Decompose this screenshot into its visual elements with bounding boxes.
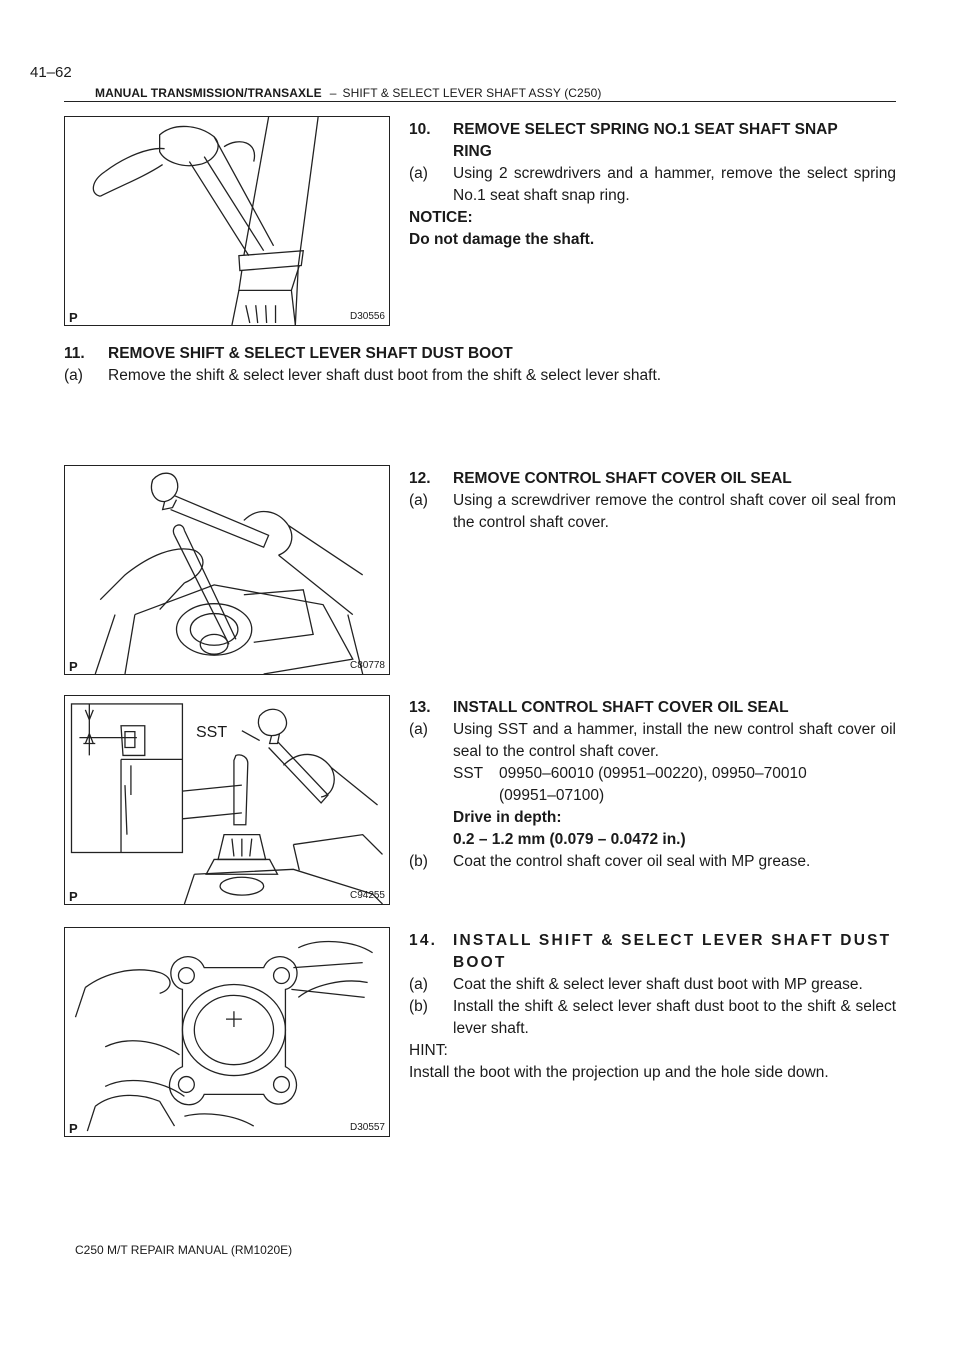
step-11 (64, 343, 896, 387)
header-section: MANUAL TRANSMISSION/TRANSAXLE (95, 86, 322, 100)
snap-ring-illustration (65, 117, 389, 325)
substep-text: Using a screwdriver remove the control shaft cover oil seal from the control shaft cover. (453, 492, 896, 531)
substep-text: Using 2 screwdrivers and a hammer, remove the select spring No.1 seat shaft snap ring. (453, 165, 896, 204)
figure-code: D30557 (349, 1122, 385, 1133)
step-number: 11. (64, 345, 85, 362)
step-title-continued: RING (453, 143, 492, 160)
substep-label: (a) (409, 165, 428, 182)
substep-text: Using SST and a hammer, install the new control shaft cover oil seal to the control shaft cover. (453, 721, 896, 760)
sst-callout: SST (196, 724, 228, 741)
step-title: INSTALL SHIFT & SELECT LEVER SHAFT DUST (453, 932, 892, 949)
step-12 (409, 468, 896, 534)
figure-marker: P (69, 659, 78, 674)
page-number: 41–62 (30, 64, 72, 81)
substep-label: (a) (409, 492, 428, 509)
step-13 (409, 697, 896, 873)
figure-snap-ring-removal (64, 116, 390, 326)
header-subsection: SHIFT & SELECT LEVER SHAFT ASSY (C250) (342, 86, 602, 100)
figure-oil-seal-removal (64, 465, 390, 675)
step-title: REMOVE SHIFT & SELECT LEVER SHAFT DUST BOOT (108, 345, 513, 362)
figure-code: C94255 (349, 890, 385, 901)
oil-seal-removal-illustration (65, 466, 389, 674)
substep-label: (a) (64, 367, 83, 384)
header-separator: – (329, 86, 337, 100)
hint-text: Install the boot with the projection up and the hole side down. (409, 1064, 829, 1081)
figure-code: D30556 (349, 311, 385, 322)
step-title: INSTALL CONTROL SHAFT COVER OIL SEAL (453, 699, 789, 716)
step-number: 14. (409, 932, 438, 949)
sst-value: 09950–60010 (09951–00220), 09950–70010 (499, 765, 807, 782)
sst-label: SST (453, 765, 484, 782)
figure-marker: P (69, 889, 78, 904)
step-title: REMOVE SELECT SPRING NO.1 SEAT SHAFT SNAP (453, 121, 838, 138)
figure-code: C80778 (349, 660, 385, 671)
figure-marker: P (69, 1121, 78, 1136)
step-title-continued: BOOT (453, 954, 507, 971)
substep-text: Remove the shift & select lever shaft dust boot from the shift & select lever shaft. (108, 367, 662, 384)
step-number: 13. (409, 699, 431, 716)
step-10 (409, 119, 896, 251)
step-14 (409, 930, 896, 1084)
depth-value: 0.2 – 1.2 mm (0.079 – 0.0472 in.) (453, 831, 686, 848)
substep-label: (a) (409, 721, 428, 738)
running-header (95, 86, 601, 100)
substep-text: Coat the control shaft cover oil seal with MP grease. (453, 853, 811, 870)
header-rule (64, 101, 896, 102)
dust-boot-illustration (65, 928, 389, 1136)
substep-label: (b) (409, 998, 428, 1015)
substep-text: Install the shift & select lever shaft dust boot to the shift & select lever shaft. (453, 998, 896, 1037)
hint-label: HINT: (409, 1042, 448, 1059)
figure-oil-seal-install (64, 695, 390, 905)
step-title: REMOVE CONTROL SHAFT COVER OIL SEAL (453, 470, 792, 487)
substep-label: (b) (409, 853, 428, 870)
depth-label: Drive in depth: (453, 809, 562, 826)
figure-dust-boot-install (64, 927, 390, 1137)
step-number: 10. (409, 121, 431, 138)
substep-text: Coat the shift & select lever shaft dust boot with MP grease. (453, 976, 863, 993)
notice-text: Do not damage the shaft. (409, 231, 595, 248)
notice-label: NOTICE: (409, 209, 473, 226)
substep-label: (a) (409, 976, 428, 993)
manual-footer: C250 M/T REPAIR MANUAL (RM1020E) (75, 1243, 293, 1257)
step-number: 12. (409, 470, 431, 487)
figure-marker: P (69, 310, 78, 325)
sst-value-continued: (09951–07100) (499, 787, 605, 804)
